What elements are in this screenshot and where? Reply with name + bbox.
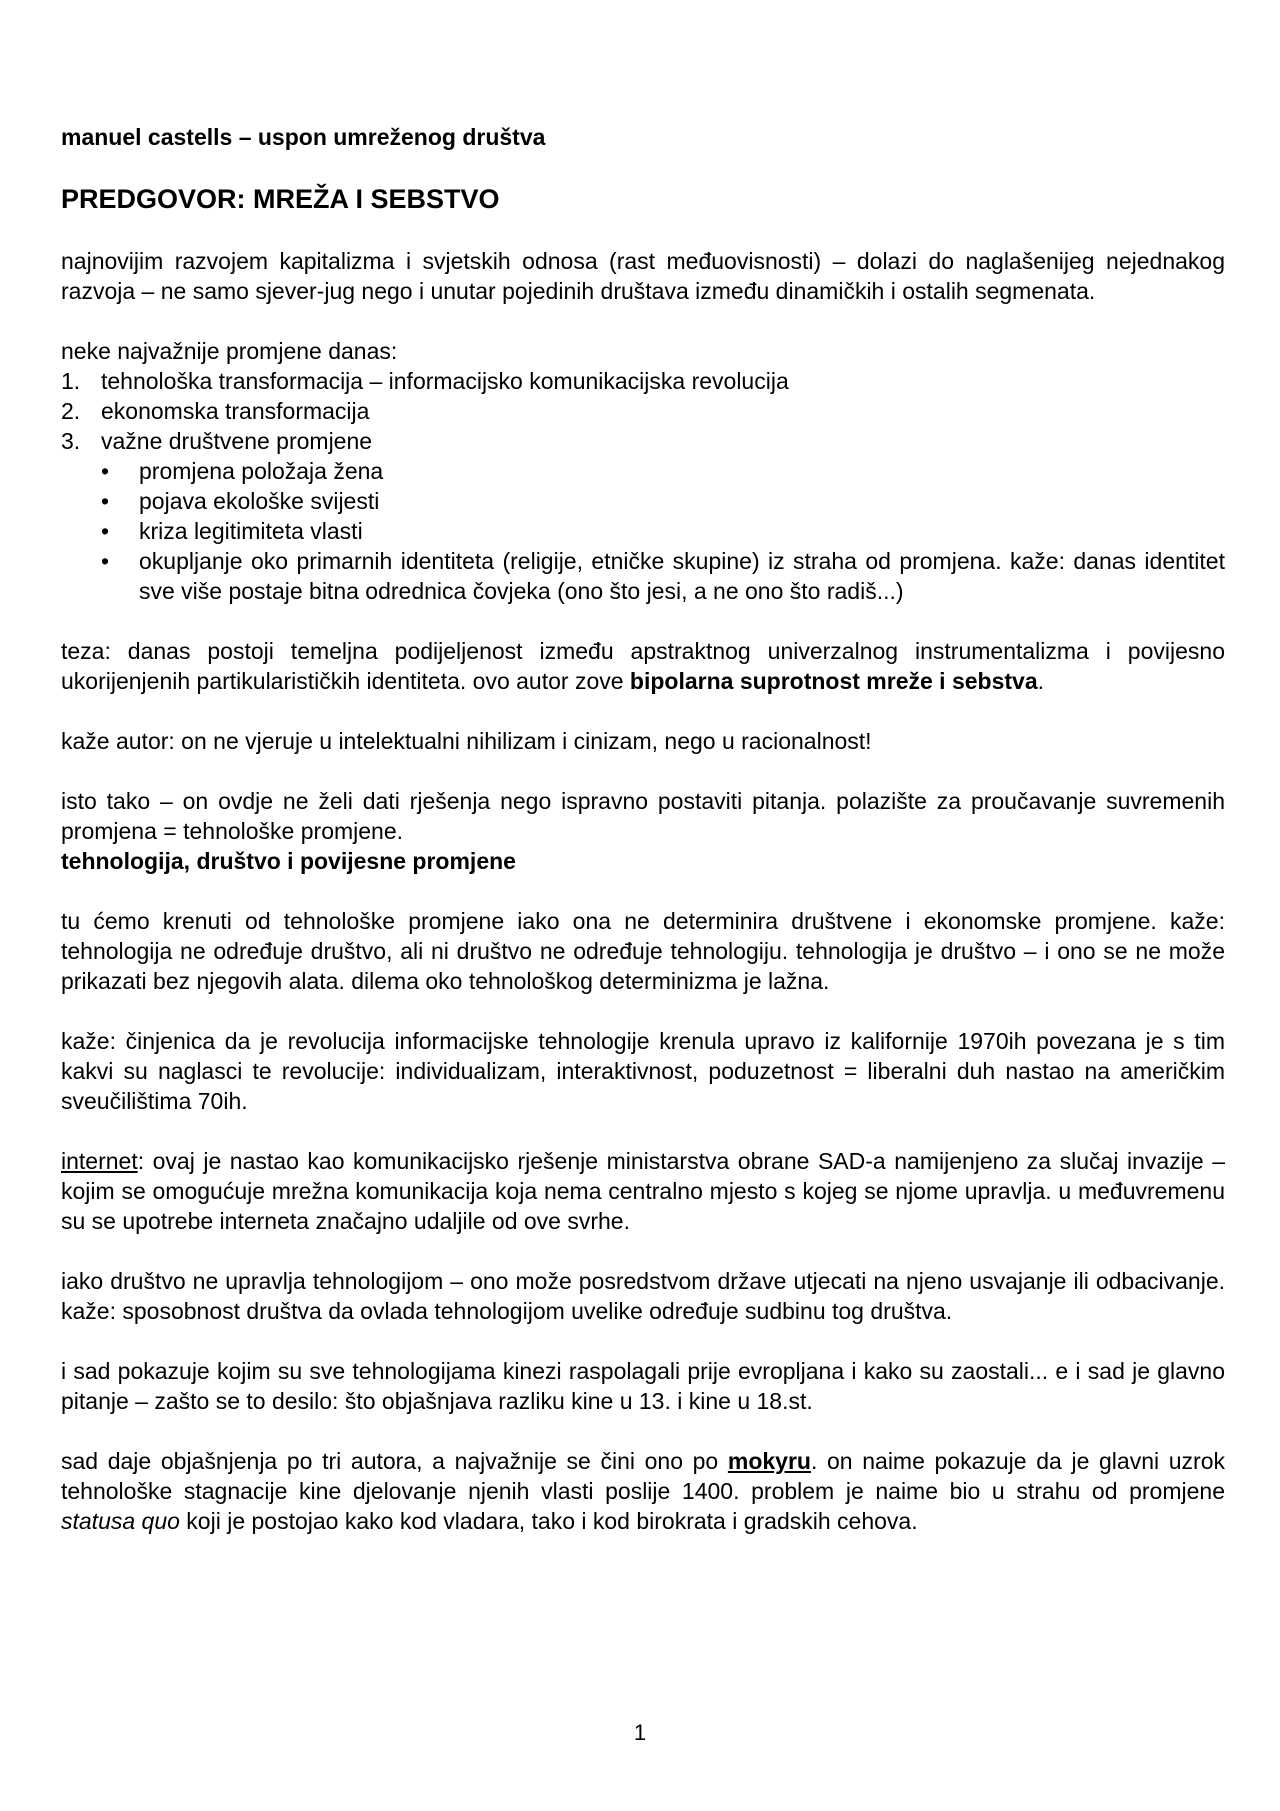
list-number: 2. bbox=[61, 398, 81, 424]
page-number: 1 bbox=[633, 1720, 647, 1745]
changes-list-title: neke najvažnije promjene danas: bbox=[61, 338, 398, 364]
changes-list bbox=[61, 366, 1225, 456]
page-content bbox=[61, 122, 1225, 1536]
section-heading: tehnologija, društvo i povijesne promjene bbox=[61, 848, 516, 874]
chapter-heading: PREDGOVOR: MREŽA I SEBSTVO bbox=[61, 184, 500, 214]
thesis-paragraph bbox=[61, 636, 1225, 696]
social-changes-list bbox=[61, 456, 1225, 606]
likewise-paragraph: isto tako – on ovdje ne želi dati rješenja nego ispravno postaviti pitanja. polazište za proučavanje suvremenih promjena = tehnološke promjene. bbox=[61, 788, 1225, 844]
california-paragraph: kaže: činjenica da je revolucija informacijske tehnologije krenula upravo iz kalifornije 1970ih povezana je s tim kakvi su naglasci te revolucije: individualizam, interaktivnost, poduzetnost = liberalni duh nastao na američkim sveučilištima 70ih. bbox=[61, 1028, 1225, 1114]
thesis-emphasis: bipolarna suprotnost mreže i sebstva bbox=[629, 668, 1038, 694]
list-item-text: tehnološka transformacija – informacijsko komunikacijska revolucija bbox=[101, 368, 789, 394]
mokyr-text-end: koji je postojao kako kod vladara, tako i kod birokrata i gradskih cehova. bbox=[179, 1508, 918, 1534]
mokyr-text-middle: . on naime pokazuje da je glavni uzrok tehnološke stagnacije kine djelovanje njenih vlasti poslije 1400. problem je naime bio u strahu od promjene bbox=[61, 1448, 1225, 1504]
list-item bbox=[61, 366, 1225, 396]
list-item-text: ekonomska transformacija bbox=[101, 398, 370, 424]
technology-paragraph: tu ćemo krenuti od tehnološke promjene iako ona ne determinira društvene i ekonomske promjene. kaže: tehnologija ne određuje društvo, ali ni društvo ne određuje tehnologiju. tehnologija je društvo – i ono se ne može prikazati bez njegovih alata. dilema oko tehnološkog determinizma je lažna. bbox=[61, 908, 1225, 994]
bullet-item bbox=[61, 486, 1225, 516]
intro-paragraph: najnovijim razvojem kapitalizma i svjetskih odnosa (rast međuovisnosti) – dolazi do naglašenijeg nejednakog razvoja – ne samo sjever-jug nego i unutar pojedinih društava između dinamičkih i ostalih segmenata. bbox=[61, 248, 1225, 304]
thesis-end: . bbox=[1037, 668, 1045, 694]
bullet-icon: • bbox=[101, 518, 110, 544]
list-number: 1. bbox=[61, 368, 81, 394]
bullet-icon: • bbox=[101, 548, 110, 574]
internet-term: internet bbox=[61, 1148, 138, 1174]
internet-text: : ovaj je nastao kao komunikacijsko rješenje ministarstva obrane SAD-a namijenjeno za slučaj invazije – kojim se omogućuje mrežna komunikacija koja nema centralno mjesto s kojeg se njome upravlja. u međuvremenu su se upotrebe interneta značajno udaljile od ove svrhe. bbox=[61, 1148, 1225, 1234]
state-paragraph: iako društvo ne upravlja tehnologijom – ono može posredstvom države utjecati na njeno usvajanje ili odbacivanje. kaže: sposobnost društva da ovlada tehnologijom uvelike određuje sudbinu tog društva. bbox=[61, 1268, 1225, 1324]
bullet-item bbox=[61, 516, 1225, 546]
document-title: manuel castells – uspon umreženog društva bbox=[61, 124, 546, 150]
internet-paragraph bbox=[61, 1146, 1225, 1236]
author-paragraph: kaže autor: on ne vjeruje u intelektualni nihilizam i cinizam, nego u racionalnost! bbox=[61, 728, 872, 754]
bullet-item bbox=[61, 546, 1225, 606]
list-item bbox=[61, 396, 1225, 426]
mokyr-text-start: sad daje objašnjenja po tri autora, a najvažnije se čini ono po bbox=[61, 1448, 728, 1474]
list-number: 3. bbox=[61, 428, 81, 454]
bullet-text: promjena položaja žena bbox=[139, 458, 384, 484]
china-paragraph: i sad pokazuje kojim su sve tehnologijama kinezi raspolagali prije evropljana i kako su zaostali... e i sad je glavno pitanje – zašto se to desilo: što objašnjava razliku kine u 13. i kine u 18.st. bbox=[61, 1358, 1225, 1414]
bullet-text: kriza legitimiteta vlasti bbox=[139, 518, 363, 544]
thesis-text: teza: danas postoji temeljna podijeljenost između apstraktnog univerzalnog instrumentalizma i povijesno ukorijenjenih partikularističkih identiteta. ovo autor zove bbox=[61, 638, 1225, 694]
mokyr-paragraph bbox=[61, 1446, 1225, 1536]
bullet-icon: • bbox=[101, 458, 110, 484]
status-quo-term: statusa quo bbox=[61, 1508, 180, 1534]
bullet-text: okupljanje oko primarnih identiteta (religije, etničke skupine) iz straha od promjena. kaže: danas identitet sve više postaje bitna odrednica čovjeka (ono što jesi, a ne ono što radiš...) bbox=[139, 548, 1225, 604]
bullet-icon: • bbox=[101, 488, 110, 514]
list-item-text: važne društvene promjene bbox=[101, 428, 373, 454]
list-item bbox=[61, 426, 1225, 456]
bullet-text: pojava ekološke svijesti bbox=[139, 488, 380, 514]
bullet-item bbox=[61, 456, 1225, 486]
mokyr-name: mokyru bbox=[727, 1448, 811, 1474]
